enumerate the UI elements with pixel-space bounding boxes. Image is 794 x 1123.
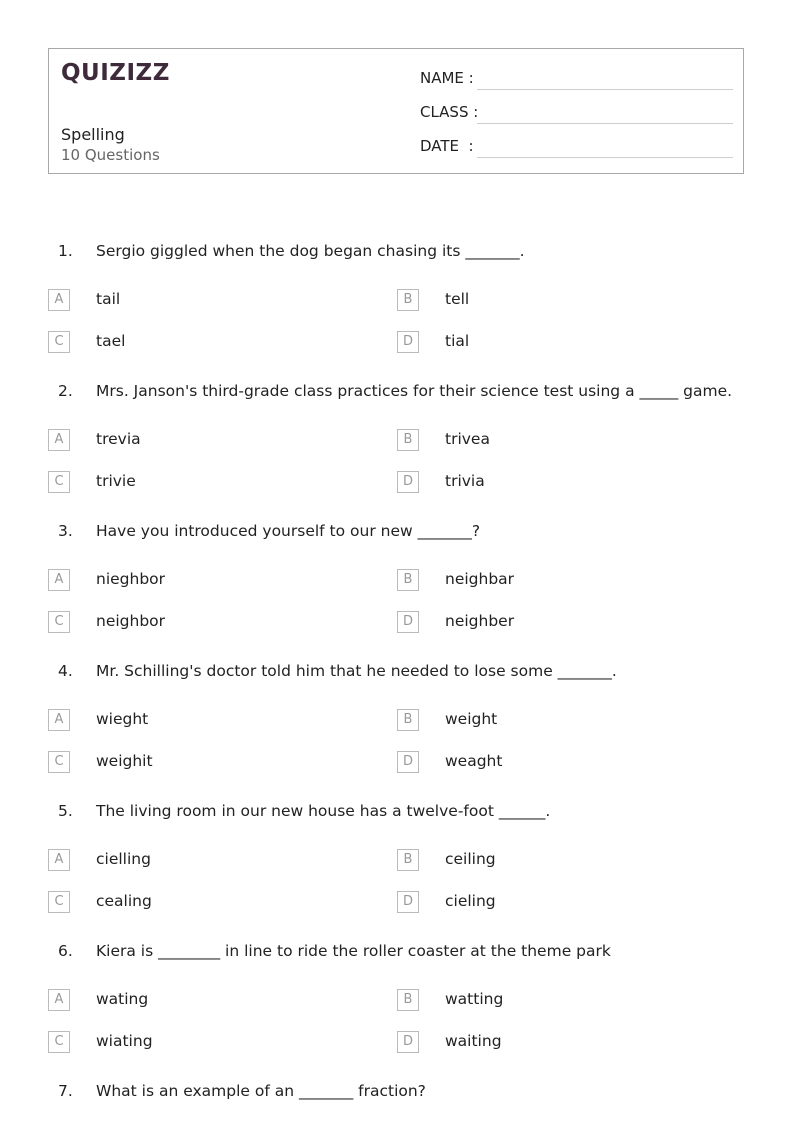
option-b-text: neighbar bbox=[445, 570, 515, 588]
option-c-text: cealing bbox=[96, 892, 152, 910]
question-text: The living room in our new house has a twelve-foot ______. bbox=[96, 802, 551, 820]
option-d-text: waiting bbox=[445, 1032, 502, 1050]
worksheet-header bbox=[48, 48, 744, 174]
option-b-checkbox[interactable]: B bbox=[397, 429, 419, 451]
option-c-checkbox[interactable]: C bbox=[48, 891, 70, 913]
option-c-checkbox[interactable]: C bbox=[48, 1031, 70, 1053]
option-d-checkbox[interactable]: D bbox=[397, 891, 419, 913]
option-a-text: tail bbox=[96, 290, 121, 308]
question-text: Mr. Schilling's doctor told him that he needed to lose some _______. bbox=[96, 662, 617, 680]
option-d-checkbox[interactable]: D bbox=[397, 751, 419, 773]
option-a-checkbox[interactable]: A bbox=[48, 289, 70, 311]
option-c-text: wiating bbox=[96, 1032, 153, 1050]
question-number: 6. bbox=[58, 942, 73, 960]
question-number: 2. bbox=[58, 382, 73, 400]
option-a-text: cielling bbox=[96, 850, 151, 868]
option-b-text: trivea bbox=[445, 430, 490, 448]
worksheet-subject: Spelling bbox=[61, 125, 125, 144]
option-c-text: weighit bbox=[96, 752, 153, 770]
option-c-text: tael bbox=[96, 332, 126, 350]
quizizz-logo: QUIZIZZ bbox=[61, 60, 170, 86]
question-number: 3. bbox=[58, 522, 73, 540]
option-b-checkbox[interactable]: B bbox=[397, 289, 419, 311]
option-c-checkbox[interactable]: C bbox=[48, 331, 70, 353]
option-b-text: weight bbox=[445, 710, 498, 728]
option-b-text: tell bbox=[445, 290, 470, 308]
question-number: 7. bbox=[58, 1082, 73, 1100]
option-b-text: ceiling bbox=[445, 850, 496, 868]
option-d-text: trivia bbox=[445, 472, 485, 490]
question-number: 4. bbox=[58, 662, 73, 680]
question-text: What is an example of an _______ fraction? bbox=[96, 1082, 426, 1100]
option-b-checkbox[interactable]: B bbox=[397, 849, 419, 871]
option-a-checkbox[interactable]: A bbox=[48, 989, 70, 1011]
option-a-checkbox[interactable]: A bbox=[48, 569, 70, 591]
option-a-checkbox[interactable]: A bbox=[48, 429, 70, 451]
option-c-text: neighbor bbox=[96, 612, 166, 630]
option-b-checkbox[interactable]: B bbox=[397, 989, 419, 1011]
option-c-checkbox[interactable]: C bbox=[48, 471, 70, 493]
option-c-text: trivie bbox=[96, 472, 136, 490]
class-line[interactable] bbox=[477, 123, 733, 124]
option-d-checkbox[interactable]: D bbox=[397, 331, 419, 353]
date-label: DATE : bbox=[420, 137, 474, 155]
option-d-checkbox[interactable]: D bbox=[397, 1031, 419, 1053]
option-b-checkbox[interactable]: B bbox=[397, 569, 419, 591]
option-a-text: trevia bbox=[96, 430, 141, 448]
option-a-text: wieght bbox=[96, 710, 149, 728]
option-a-text: wating bbox=[96, 990, 149, 1008]
option-c-checkbox[interactable]: C bbox=[48, 751, 70, 773]
question-text: Kiera is ________ in line to ride the roller coaster at the theme park bbox=[96, 942, 611, 960]
question-count: 10 Questions bbox=[61, 146, 160, 164]
option-d-text: weaght bbox=[445, 752, 503, 770]
option-a-text: nieghbor bbox=[96, 570, 166, 588]
option-d-text: cieling bbox=[445, 892, 496, 910]
class-label: CLASS : bbox=[420, 103, 479, 121]
option-d-checkbox[interactable]: D bbox=[397, 611, 419, 633]
option-b-text: watting bbox=[445, 990, 504, 1008]
question-number: 5. bbox=[58, 802, 73, 820]
option-a-checkbox[interactable]: A bbox=[48, 709, 70, 731]
option-d-text: tial bbox=[445, 332, 470, 350]
option-a-checkbox[interactable]: A bbox=[48, 849, 70, 871]
question-text: Mrs. Janson's third-grade class practices for their science test using a _____ game. bbox=[96, 382, 733, 400]
question-text: Sergio giggled when the dog began chasing its _______. bbox=[96, 242, 525, 260]
question-text: Have you introduced yourself to our new _______? bbox=[96, 522, 481, 540]
question-number: 1. bbox=[58, 242, 73, 260]
option-d-text: neighber bbox=[445, 612, 515, 630]
date-line[interactable] bbox=[477, 157, 733, 158]
name-line[interactable] bbox=[477, 89, 733, 90]
option-c-checkbox[interactable]: C bbox=[48, 611, 70, 633]
option-d-checkbox[interactable]: D bbox=[397, 471, 419, 493]
name-label: NAME : bbox=[420, 69, 474, 87]
option-b-checkbox[interactable]: B bbox=[397, 709, 419, 731]
